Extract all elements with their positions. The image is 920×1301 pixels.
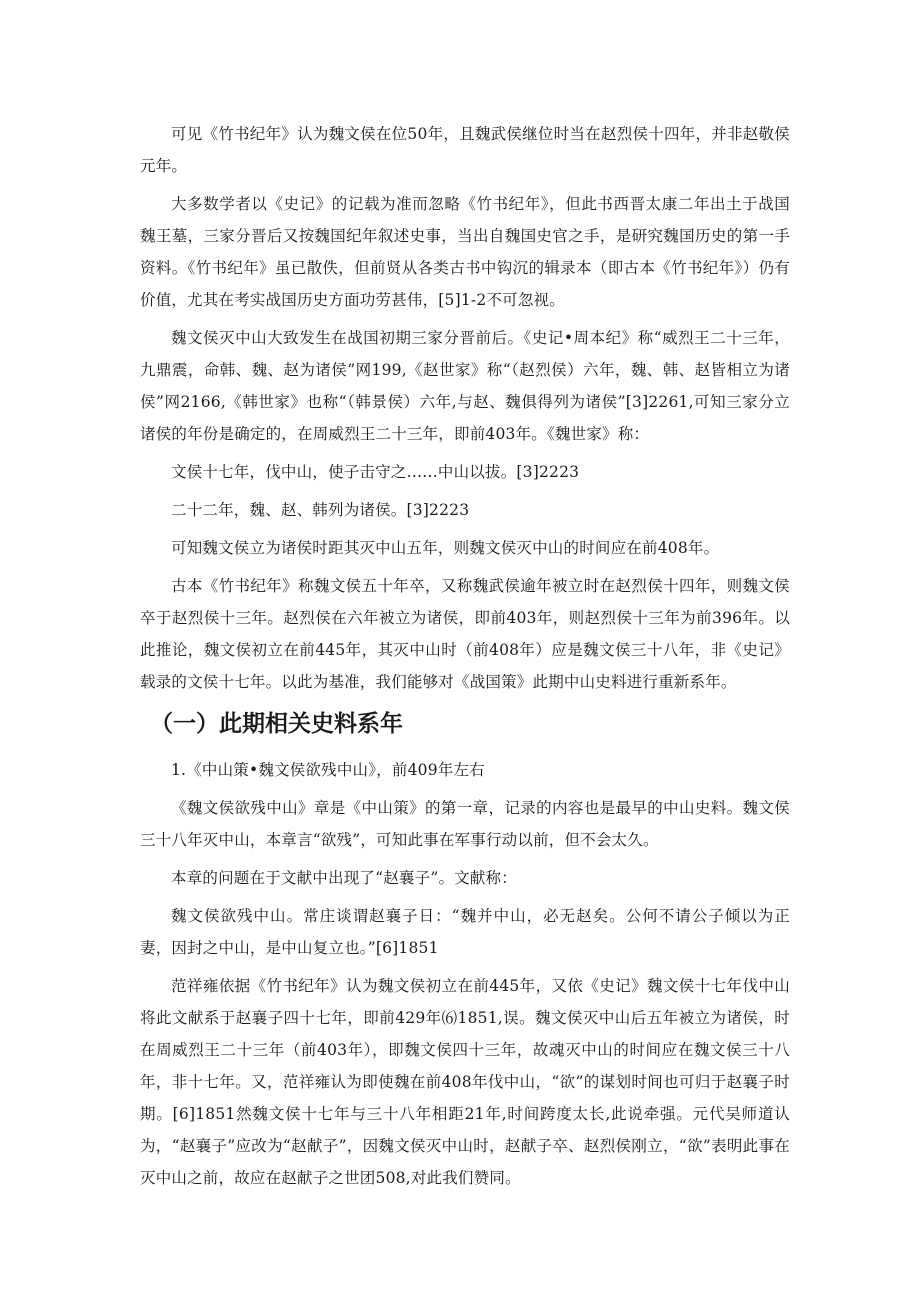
paragraph: 本章的问题在于文献中出现了“赵襄子”。文献称： [171,869,517,887]
paragraph: 魏文侯灭中山大致发生在战国初期三家分晋前后。《史记•周本纪》称“威烈王二十三年，九鼎震，命韩、魏、赵为诸侯”网199,《赵世家》称“（赵烈侯）六年，魏、韩、赵皆相立为诸侯”网2166,《韩世家》也称“（韩景侯）六年,与赵、魏俱得列为诸侯”[3]2261,可知三家分立诸侯的年份是确定的，在周威烈王二十三年，即前403年。《魏世家》称： [140,329,790,443]
paragraph: 可知魏文侯立为诸侯时距其灭中山五年，则魏文侯灭中山的时间应在前408年。 [171,539,720,557]
section-heading: （一）此期相关史料系年 [150,711,403,737]
paragraph: 范祥雍依据《竹书纪年》认为魏文侯初立在前445年，又依《史记》魏文侯十七年伐中山将此文献系于赵襄子四十七年，即前429年⑹1851,误。魏文侯灭中山后五年被立为诸侯，时在周威烈王二十三年（前403年），即魏文侯四十三年，故魂灭中山的时间应在魏文侯三十八年，非十七年。又，范祥雍认为即使魏在前408年伐中山，“欲”的谋划时间也可归于赵襄子时期。[6]1851然魏文侯十七年与三十八年相距21年,时间跨度太长,此说牵强。元代吴师道认为，“赵襄子”应改为“赵献子”，因魏文侯灭中山时，赵献子卒、赵烈侯刚立，“欲”表明此事在灭中山之前，故应在赵献子之世团508,对此我们赞同。 [140,977,790,1187]
paragraph: 可见《竹书纪年》认为魏文侯在位50年，且魏武侯继位时当在赵烈侯十四年，并非赵敬侯元年。 [140,125,790,175]
quotation: 魏文侯欲残中山。常庄谈谓赵襄子日：“魏并中山，必无赵矣。公何不请公子倾以为正妻，因封之中山，是中山复立也。”[6]1851 [140,907,790,957]
list-item: 1.《中山策•魏文侯欲残中山》，前409年左右 [171,761,485,779]
paragraph: 大多数学者以《史记》的记载为准而忽略《竹书纪年》，但此书西晋太康二年出土于战国魏王墓，三家分晋后又按魏国纪年叙述史事，当出自魏国史官之手，是研究魏国历史的第一手资料。《竹书纪年》虽已散佚，但前贤从各类古书中钩沉的辑录本（即古本《竹书纪年》）仍有价值，尤其在考实战国历史方面功劳甚伟，[5]1-2不可忽视。 [140,195,790,309]
paragraph: 《魏文侯欲残中山》章是《中山策》的第一章，记录的内容也是最早的中山史料。魏文侯三十八年灭中山，本章言“欲残”，可知此事在军事行动以前，但不会太久。 [140,799,790,849]
paragraph: 古本《竹书纪年》称魏文侯五十年卒，又称魏武侯逾年被立时在赵烈侯十四年，则魏文侯卒于赵烈侯十三年。赵烈侯在六年被立为诸侯，即前403年，则赵烈侯十三年为前396年。以此推论，魏文侯初立在前445年，其灭中山时（前408年）应是魏文侯三十八年，非《史记》载录的文侯十七年。以此为基准，我们能够对《战国策》此期中山史料进行重新系年。 [140,577,790,691]
quotation: 文侯十七年，伐中山，使子击守之……中山以拔。[3]2223 [171,463,580,481]
quotation: 二十二年，魏、赵、韩列为诸侯。[3]2223 [171,501,470,519]
document-body [140,118,790,1200]
